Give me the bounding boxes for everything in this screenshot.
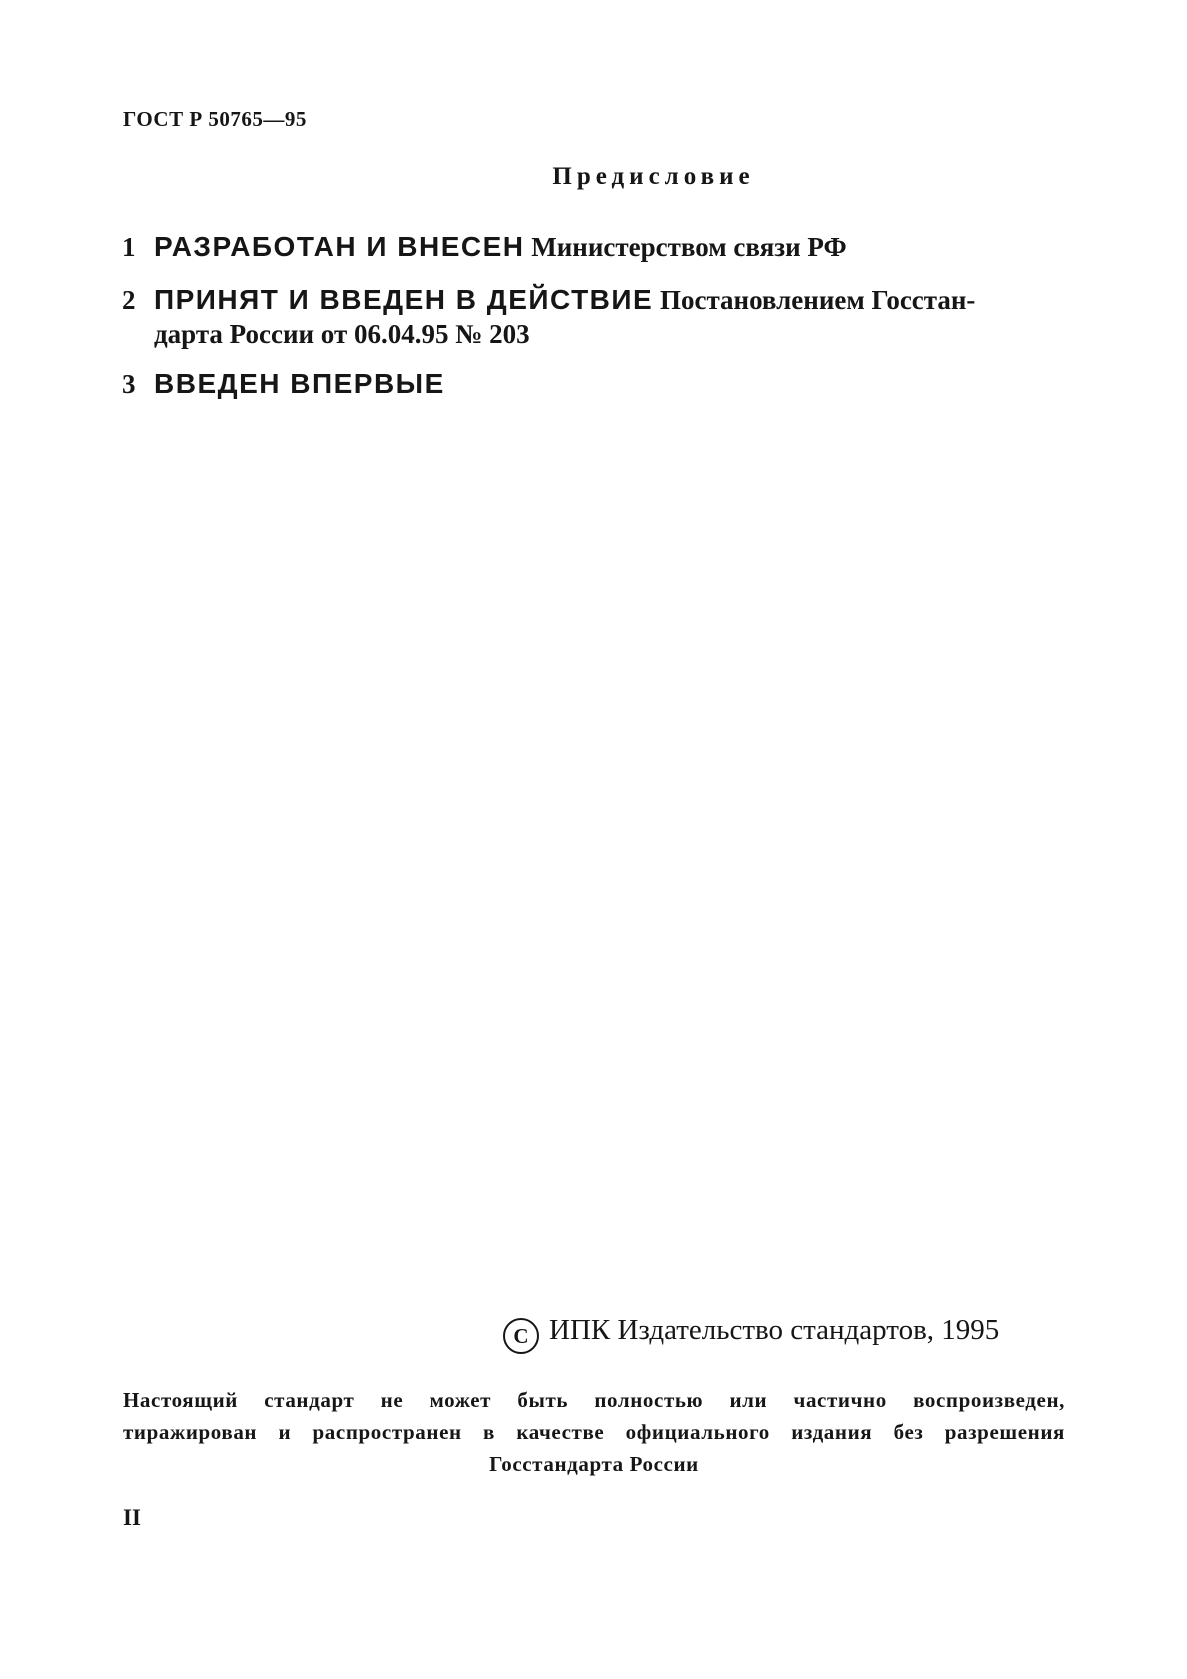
item-text: Министерством связи РФ xyxy=(531,232,847,262)
copyright-text: ИПК Издательство стандартов, 1995 xyxy=(549,1314,1000,1346)
reproduction-notice xyxy=(123,1384,1065,1480)
item-heading: РАЗРАБОТАН И ВНЕСЕН xyxy=(154,231,525,262)
item-number: 3 xyxy=(122,369,136,399)
preface-item-introduced xyxy=(122,367,1062,401)
preface-title: Предисловие xyxy=(552,163,755,190)
item-heading: ПРИНЯТ И ВВЕДЕН В ДЕЙСТВИЕ xyxy=(154,284,654,315)
item-text-continuation: дарта России от 06.04.95 № 203 xyxy=(154,319,530,349)
preface-item-adopted xyxy=(122,283,1062,351)
item-text: Постановлением Госстан- xyxy=(659,285,976,315)
notice-line: Настоящий стандарт не может быть полностью или частично воспроизведен, xyxy=(123,1388,1065,1412)
copyright-icon: C xyxy=(503,1318,539,1354)
item-heading: ВВЕДЕН ВПЕРВЫЕ xyxy=(154,368,445,399)
document-number: ГОСТ Р 50765—95 xyxy=(123,107,307,131)
notice-line: тиражирован и распространен в качестве официального издания без разрешения xyxy=(123,1420,1065,1444)
item-number: 1 xyxy=(122,232,136,262)
page-number: II xyxy=(123,1505,141,1530)
copyright-line xyxy=(503,1314,999,1354)
preface-item-developed xyxy=(122,230,1062,264)
notice-line: Госстандарта России xyxy=(489,1452,699,1476)
item-number: 2 xyxy=(122,285,136,315)
